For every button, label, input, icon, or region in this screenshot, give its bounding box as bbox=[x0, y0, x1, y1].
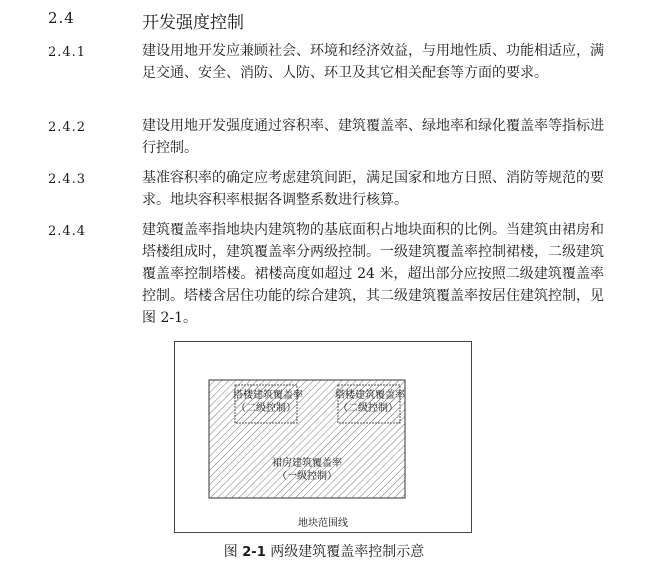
item-number: 2.4.3 bbox=[48, 172, 87, 187]
item-text: 建筑覆盖率指地块内建筑物的基底面积占地块面积的比例。当建筑由裙房和塔楼组成时，建筑覆盖率分两级控制。一级建筑覆盖率控制裙楼，二级建筑覆盖率控制塔楼。裙楼高度如超过 24 米，超出部分应按照二级建筑覆盖率控制。塔楼含居住功能的综合建筑，其二级建筑覆盖率按居住建筑控制，见图 2-1。 bbox=[142, 222, 604, 326]
figure-caption: 图 2-1 两级建筑覆盖率控制示意 bbox=[223, 544, 425, 560]
item-text: 建设用地开发应兼顾社会、环境和经济效益，与用地性质、功能相适应，满足交通、安全、消防、人防、环卫及其它相关配套等方面的要求。 bbox=[142, 43, 604, 81]
section-title: 开发强度控制 bbox=[142, 13, 244, 33]
item-text: 建设用地开发强度通过容积率、建筑覆盖率、绿地率和绿化覆盖率等指标进行控制。 bbox=[142, 118, 604, 156]
section-number: 2.4 bbox=[48, 9, 75, 27]
item-number: 2.4.2 bbox=[48, 120, 87, 135]
podium-label: 裙房建筑覆盖率 （一级控制） bbox=[272, 458, 342, 482]
item-number: 2.4.1 bbox=[48, 45, 87, 60]
tower-label-right: 塔楼建筑覆盖率 （二级控制） bbox=[335, 390, 405, 414]
tower-label-left: 塔楼建筑覆盖率 （二级控制） bbox=[233, 390, 303, 414]
boundary-label: 地块范围线 bbox=[298, 518, 348, 529]
item-number: 2.4.4 bbox=[48, 224, 87, 239]
coverage-diagram bbox=[175, 342, 471, 532]
item-text: 基准容积率的确定应考虑建筑间距，满足国家和地方日照、消防等规范的要求。地块容积率根据各调整系数进行核算。 bbox=[142, 170, 604, 208]
figure-site-boundary bbox=[174, 341, 472, 533]
